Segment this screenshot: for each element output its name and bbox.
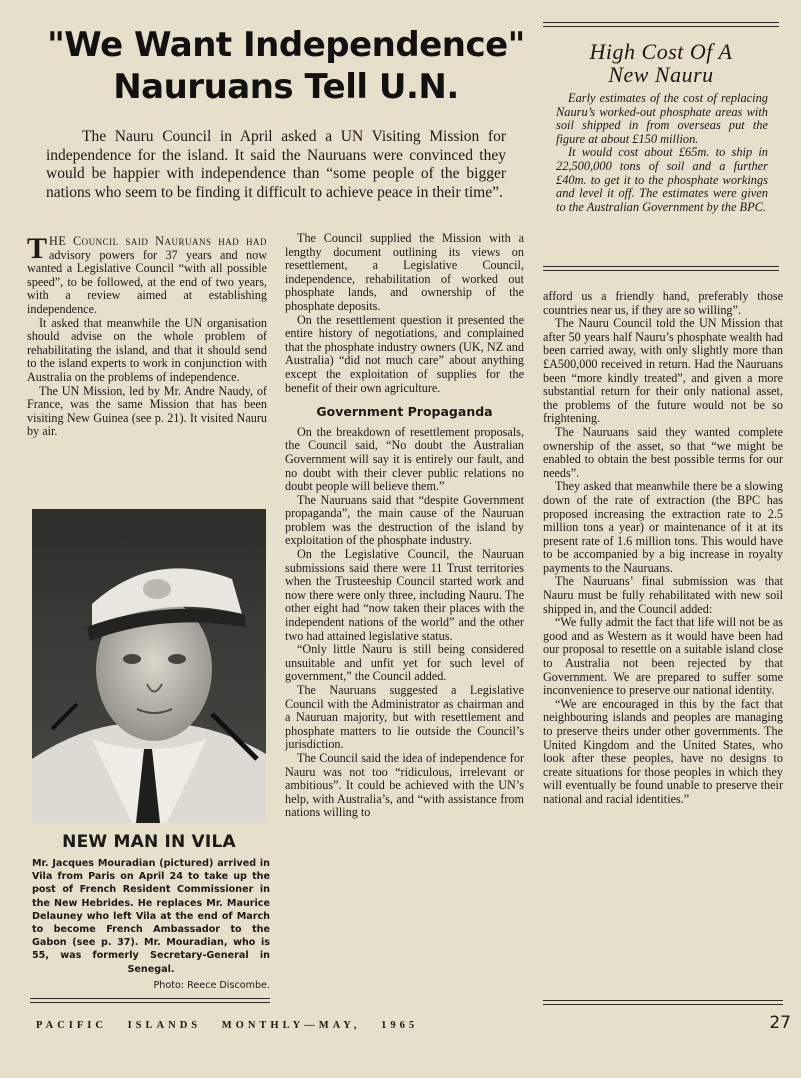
headline-line-2: Nauruans Tell U.N.	[113, 67, 459, 107]
col3-paragraph-6: “We fully admit the fact that life will not be as good and as Western as it would have been had our proposal to resettle on a suitable island close to Australia not been rejected by that Government. We are prepared to suffer some inconvenience to preserve our national identity.	[543, 615, 783, 698]
intro-text: The Nauru Council in April asked a UN Visiting Mission for independence for the island. It said the Nauruans were convinced they would be happier with independence than “some people of the bigger nations who seem to be finding it difficult to achieve peace in their time”.	[46, 128, 506, 201]
column-3-end-rule	[543, 1000, 783, 1005]
sidebar-title-line-2: New Nauru	[608, 62, 714, 87]
headline-line-1: "We Want Independence"	[47, 25, 525, 65]
sidebar-top-rule	[543, 22, 779, 27]
column-3	[543, 290, 783, 807]
col3-paragraph-5: The Nauruans’ final submission was that Nauru must be fully rehabilitated with new soil shipped in, and the Council added:	[543, 574, 783, 616]
drop-cap: T	[27, 232, 48, 265]
photo-caption-title: NEW MAN IN VILA	[62, 832, 236, 852]
col1-lead-caps: HE Council said Nauruans had had	[49, 234, 267, 248]
column-2	[285, 232, 524, 820]
col2-paragraph-3: On the breakdown of resettlement proposals, the Council said, “No doubt the Australian Government will say it is entirely our fault, and no doubt with their clever public relations no doubt people will believe them.”	[285, 424, 524, 494]
col2-paragraph-7: The Nauruans suggested a Legislative Council with the Administrator as chairman and a Nauruan majority, but with resettlement and phosphate matters to lie outside the Council’s jurisdiction.	[285, 683, 524, 752]
photo-credit: Photo: Reece Discombe.	[153, 980, 270, 991]
running-footer: PACIFIC ISLANDS MONTHLY—MAY, 1965	[36, 1020, 419, 1031]
photo-caption: Mr. Jacques Mouradian (pictured) arrived in Vila from Paris on April 24 to take up the post of French Resident Commissioner in the New Hebrides. He replaces Mr. Maurice Delauney who left Vila at the end of March to become French Ambassador to the Gabon (see p. 37). Mr. Mouradian, who is 55, was formerly Secretary-General in Senegal.	[32, 858, 270, 975]
col3-paragraph-1: afford us a friendly hand, preferably those countries near us, if they are so willing”.	[543, 289, 783, 317]
sidebar-title-line-1: High Cost Of A	[589, 39, 733, 64]
sidebar-title	[543, 40, 779, 86]
col2-paragraph-5: On the Legislative Council, the Nauruan submissions said there were 11 Trust territories when the Trusteeship Council started work and now there were only three, including Nauru. The other eight had “now taken their places with the independent nations of the world” and the other two had attained legislative status.	[285, 547, 524, 643]
col2-paragraph-2: On the resettlement question it presented the entire history of negotiations, and complained that the phosphate industry owners (UK, NZ and Australia) “did not much care” about anything except the exploitation of supplies for the benefit of their own agriculture.	[285, 312, 524, 395]
portrait-image	[32, 509, 266, 823]
col2-paragraph-6: “Only little Nauru is still being considered unsuitable and unfit yet for such level of government,” the Council added.	[285, 642, 524, 684]
col3-paragraph-7: “We are encouraged in this by the fact that neighbouring islands and peoples are managing to preserve theirs under other governments. The United Kingdom and the United States, who look after these peoples, have no designs to create situations for those peoples in which they will eventually be found unable to preserve their national and racial identities.”	[543, 696, 783, 806]
col2-paragraph-8: The Council said the idea of independence for Nauru was not too “ridiculous, irrelevant or ambitious”. It could be achieved with the UN’s help, with Australia’s, and “with assistance from nations willing to	[285, 750, 524, 820]
sidebar-body	[556, 92, 768, 214]
col1-paragraph-2: It asked that meanwhile the UN organisation should advise on the whole problem of rehabilitating the island, and that it should send to the island experts to work in conjunction with Australia on the problems of independence.	[27, 315, 267, 384]
col3-paragraph-4: They asked that meanwhile there be a slowing down of the rate of extraction (the BPC has proposed increasing the extraction rate to 2.5 million tons a year) or maintenance of it at its present rate of 1.6 million tons. This would have to be accompanied by a big increase in royalty payments to the Nauruans.	[543, 479, 783, 575]
col2-paragraph-1: The Council supplied the Mission with a lengthy document outlining its views on resettlement, a Legislative Council, independence, rehabilitation of worked out phosphate lands, and ownership of the phosphate deposits.	[285, 231, 524, 313]
col3-paragraph-3: The Nauruans said they wanted complete ownership of the asset, so that “we might be enabled to obtain the best possible terms for our needs”.	[543, 424, 783, 480]
caption-rule	[30, 998, 270, 1003]
intro-paragraph	[46, 128, 506, 202]
portrait-photo	[32, 509, 266, 823]
sidebar-paragraph-2: It would cost about £65m. to ship in 22,500,000 tons of soil and a further £40m. to get it to the phosphate workings and level it off. The estimates were given to the Australian Government by the BPC.	[556, 145, 768, 214]
section-subhead: Government Propaganda	[316, 404, 493, 420]
sidebar-paragraph-1: Early estimates of the cost of replacing Nauru’s worked-out phosphate areas with soil shipped in from overseas put the figure at about £150 million.	[556, 91, 768, 146]
page-number: 27	[769, 1013, 791, 1033]
col2-paragraph-4: The Nauruans said that “despite Government propaganda”, the main cause of the Nauruan problem was the destruction of the island by exploitation of the phosphate industry.	[285, 492, 524, 548]
col1-p1-text: advisory powers for 37 years and now wanted a Legislative Council “with all possible speed”, to be followed, at the end of two years, with a review aimed at establishing independence.	[27, 247, 267, 316]
col3-paragraph-2: The Nauru Council told the UN Mission that after 50 years half Nauru’s phosphate wealth had been carried away, with only slightly more than £A500,000 received in return. Had the Nauruans been “more kindly treated”, and given a more substantial return for their only national asset, the problems of the future would not be so frightening.	[543, 316, 783, 426]
sidebar-bottom-rule	[543, 266, 779, 271]
col1-paragraph-1	[27, 232, 267, 317]
column-1	[27, 232, 267, 439]
headline	[26, 24, 546, 108]
col1-paragraph-3: The UN Mission, led by Mr. Andre Naudy, of France, was the same Mission that has been visiting New Guinea (see p. 21). It visited Nauru by air.	[27, 383, 267, 439]
